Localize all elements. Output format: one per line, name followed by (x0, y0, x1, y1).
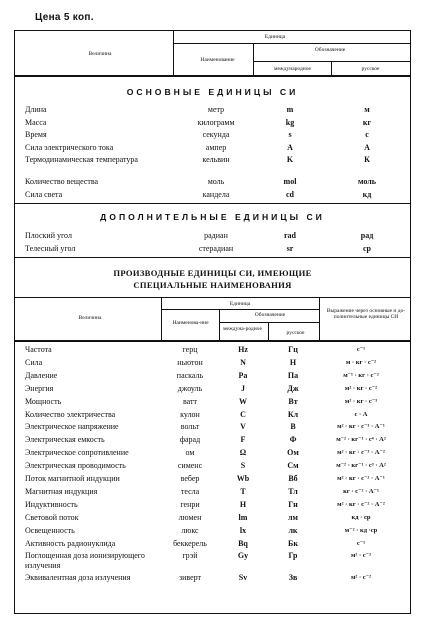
header2-unit-name: Наименова-ние (172, 320, 209, 326)
divider (15, 203, 411, 204)
si-expression: м² · кг · с⁻³ · А⁻¹ (337, 423, 385, 431)
unit-name: кельвин (202, 155, 230, 164)
si-expression: м⁻¹ · кг · с⁻² (343, 371, 379, 379)
table-row (25, 573, 411, 585)
unit-international: T (240, 486, 246, 496)
si-expression: м² · кг · с⁻² · А⁻¹ (337, 475, 385, 482)
quantity-name: Электрическое сопротивление (25, 448, 129, 458)
quantity-name: Индуктивность (25, 499, 78, 509)
quantity-name: Количество электричества (25, 409, 116, 419)
table-row (25, 461, 411, 473)
quantity-name: Магнитная индукция (25, 486, 98, 496)
unit-russian: К (364, 155, 370, 164)
unit-russian: Вт (288, 396, 298, 406)
unit-international: C (240, 409, 246, 419)
divider (15, 297, 411, 298)
section-base-title: ОСНОВНЫЕ ЕДИНИЦЫ СИ (126, 87, 299, 97)
unit-russian: См (287, 461, 299, 471)
quantity-name: Давление (25, 370, 58, 380)
unit-international: J (241, 383, 245, 393)
si-expression: кд · ср (351, 513, 371, 521)
table-row (25, 474, 411, 486)
si-expression: м² · кг · с⁻³ · А⁻² (337, 449, 385, 457)
table-row (25, 397, 411, 409)
divider (15, 257, 411, 258)
unit-name: вольт (180, 422, 200, 432)
unit-name: стерадиан (198, 243, 234, 253)
table-row (25, 190, 411, 202)
quantity-name: Электрическое напряжение (25, 422, 119, 432)
quantity-name: Телесный угол (25, 243, 76, 253)
quantity-name: Плоский угол (25, 231, 72, 240)
header2-expression: Выражение через основные и до-полнительные единицы СИ (326, 308, 406, 320)
table-row (25, 143, 411, 155)
unit-international: V (240, 422, 246, 432)
unit-name: люмен (178, 512, 202, 522)
unit-russian: лк (288, 525, 298, 535)
unit-international: F (240, 435, 246, 445)
unit-international: K (286, 155, 294, 164)
quantity-name: Масса (25, 117, 47, 127)
si-units-table (14, 30, 411, 614)
unit-name: килограмм (197, 117, 235, 127)
si-expression: м² · кг · с⁻² · А⁻² (337, 500, 385, 508)
unit-international: W (239, 396, 247, 406)
unit-international: lm (238, 512, 248, 522)
table-row (25, 526, 411, 538)
table-row (25, 118, 411, 130)
unit-russian: Гн (288, 499, 298, 509)
si-expression: кг · с⁻² · А⁻¹ (343, 487, 379, 495)
unit-russian: Гц (288, 345, 298, 354)
unit-russian: лм (288, 512, 298, 522)
si-expression: м² · кг · с⁻³ (344, 397, 378, 405)
unit-russian: Тл (288, 486, 298, 496)
header2-russian: русское (286, 330, 305, 336)
unit-international: S (240, 461, 246, 471)
si-expression: с⁻¹ (356, 346, 366, 353)
unit-name: сименс (177, 461, 203, 471)
section-additional-title: ДОПОЛНИТЕЛЬНЫЕ ЕДИНИЦЫ СИ (100, 212, 325, 222)
quantity-name: Освещенность (25, 525, 75, 535)
header2-designation: Обозначение (254, 312, 286, 318)
header2-quantity: Величина (78, 315, 102, 321)
unit-russian: ср (363, 243, 371, 253)
unit-russian: Па (287, 370, 299, 380)
table-row (25, 448, 411, 460)
unit-russian: Кл (287, 409, 299, 419)
unit-russian: Дж (287, 383, 299, 393)
unit-international: sr (286, 243, 294, 253)
unit-name: кандела (202, 189, 230, 199)
quantity-name: Мощность (25, 396, 62, 406)
unit-international: m (286, 105, 294, 114)
quantity-name: Световой поток (25, 512, 79, 522)
unit-name: генри (180, 499, 200, 509)
divider (319, 297, 320, 340)
table-row (25, 371, 411, 383)
header-quantity: Величина (88, 51, 112, 57)
si-expression: с · А (354, 410, 368, 418)
si-expression: м² · с⁻² (350, 574, 372, 582)
price-label: Цена 5 коп. (35, 12, 94, 23)
divider (15, 340, 411, 342)
quantity-name: Длина (25, 105, 47, 114)
quantity-name: Энергия (25, 383, 54, 393)
unit-international: Bq (238, 538, 248, 548)
divider (173, 31, 174, 75)
unit-russian: Вб (288, 474, 298, 483)
table-row (25, 345, 411, 357)
unit-russian: Н (289, 357, 297, 367)
quantity-name: Поглощенная доза ионизирующего излучения (25, 551, 145, 571)
unit-name: кулон (180, 409, 200, 419)
quantity-name: Эквивалентная доза излучения (25, 573, 131, 583)
divider (173, 43, 411, 44)
unit-international: rad (284, 231, 296, 240)
unit-russian: Ом (287, 448, 299, 458)
unit-international: kg (285, 117, 295, 127)
unit-russian: кд (362, 189, 372, 199)
header-international: международное (274, 66, 311, 72)
table-row (25, 435, 411, 447)
unit-international: A (287, 142, 293, 152)
unit-russian: В (290, 422, 296, 432)
unit-name: зиверт (178, 573, 202, 583)
section-derived-title: ПРОИЗВОДНЫЕ ЕДИНИЦЫ СИ, ИМЕЮЩИЕ СПЕЦИАЛЬНЫЕ НАИМЕНОВАНИЯ (113, 268, 312, 290)
si-expression: м⁻² · кг⁻¹ · с³ · А² (336, 462, 386, 470)
unit-name: радиан (204, 231, 228, 240)
table-row (25, 539, 411, 551)
header-designation: Обозначение (314, 47, 346, 53)
quantity-name: Активность радионуклида (25, 538, 116, 548)
unit-international: H (239, 499, 247, 509)
unit-international: Sv (238, 573, 248, 583)
unit-international: N (240, 357, 246, 367)
table-row (25, 500, 411, 512)
unit-name: беккерель (173, 538, 207, 548)
table-row (25, 155, 411, 167)
unit-russian: Ф (289, 435, 297, 445)
table-row (25, 244, 411, 256)
header-russian: русское (361, 66, 380, 72)
unit-name: ватт (182, 396, 197, 406)
si-expression: м² · кг · с⁻² (344, 384, 378, 392)
si-expression: с⁻¹ (356, 539, 366, 547)
unit-international: Ω (239, 448, 247, 458)
unit-russian: с (365, 130, 369, 139)
divider (219, 309, 220, 340)
unit-russian: м (364, 105, 370, 114)
unit-name: ом (185, 448, 195, 458)
unit-name: тесла (180, 486, 200, 496)
quantity-name: Электрическая проводимость (25, 461, 126, 471)
unit-russian: А (364, 142, 370, 152)
unit-name: герц (182, 345, 198, 354)
table-row (25, 231, 411, 243)
quantity-name: Сила (25, 357, 43, 367)
quantity-name: Электрическая емкость (25, 435, 105, 445)
si-expression: м⁻² · кг⁻¹ · с⁴ · А² (336, 436, 386, 444)
table-row (25, 551, 411, 571)
quantity-name: Время (25, 130, 47, 139)
table-row (25, 177, 411, 189)
header-unit-name: Наименование (200, 57, 235, 63)
unit-russian: Гр (288, 551, 298, 561)
divider (161, 297, 162, 340)
quantity-name: Частота (25, 345, 52, 354)
table-row (25, 105, 411, 117)
divider (253, 61, 411, 62)
table-row (25, 410, 411, 422)
unit-name: джоуль (177, 383, 203, 393)
unit-name: паскаль (176, 370, 204, 380)
divider (268, 322, 269, 340)
unit-international: Gy (237, 551, 249, 561)
divider (15, 75, 411, 77)
unit-name: грэй (182, 551, 198, 561)
table-row (25, 358, 411, 370)
unit-international: Wb (236, 474, 250, 483)
unit-international: Pa (238, 370, 248, 380)
quantity-name: Количество вещества (25, 177, 99, 186)
divider (219, 322, 319, 323)
quantity-name: Поток магнитной индукции (25, 474, 120, 483)
unit-name: ньютон (177, 357, 203, 367)
unit-international: cd (286, 189, 294, 199)
unit-international: lx (239, 525, 247, 535)
header2-unit: Единица (229, 301, 251, 307)
divider (331, 61, 332, 75)
unit-name: ампер (205, 142, 227, 152)
divider (253, 43, 254, 75)
unit-russian: Зв (288, 573, 298, 583)
header2-international: междуна-родное (223, 326, 262, 332)
header-unit: Единица (264, 34, 286, 40)
table-row (25, 422, 411, 434)
unit-name: секунда (202, 130, 230, 139)
si-expression: м · кг · с⁻² (345, 358, 377, 366)
unit-name: вебер (180, 474, 200, 483)
si-expression: м⁻² · кд ·ср (344, 526, 378, 534)
unit-russian: кг (362, 117, 372, 127)
unit-international: mol (283, 177, 297, 186)
quantity-name: Сила электрического тока (25, 142, 114, 152)
unit-international: Hz (238, 345, 248, 354)
unit-name: люкс (181, 525, 199, 535)
unit-russian: рад (360, 231, 374, 240)
table-row (25, 487, 411, 499)
unit-international: s (288, 130, 292, 139)
table-row (25, 384, 411, 396)
si-expression: м² · с⁻² (350, 552, 372, 560)
table-row (25, 130, 411, 142)
unit-russian: Бк (288, 538, 298, 548)
quantity-name: Сила света (25, 189, 63, 199)
table-row (25, 513, 411, 525)
unit-russian: моль (358, 177, 376, 186)
divider (161, 309, 319, 310)
unit-name: метр (207, 105, 225, 114)
quantity-name: Термодинамическая температура (25, 155, 138, 164)
unit-name: моль (207, 177, 225, 186)
unit-name: фарад (179, 435, 201, 445)
